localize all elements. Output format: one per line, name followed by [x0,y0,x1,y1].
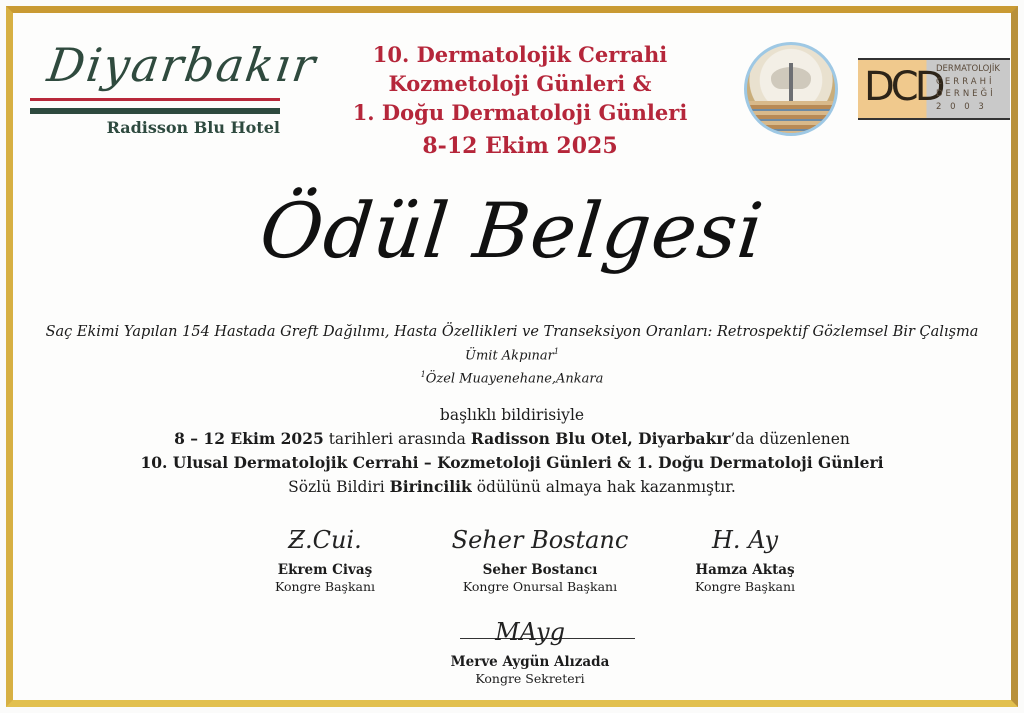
dcd-logo-letters: DCD [864,64,942,110]
statement-text: Sözlü Bildiri [288,478,390,496]
award-title: Ödül Belgesi [256,186,768,275]
signature-mark [440,524,640,562]
statement-text: ödülünü almaya hak kazanmıştır. [471,478,736,496]
paper-title: Saç Ekimi Yapılan 154 Hastada Greft Dağılımı, Hasta Özellikleri ve Transeksiyon Oranları: Retrospektif Gözlemsel Bir Çalışma [45,324,979,340]
signature-block [430,616,630,687]
signatory-role: Kongre Onursal Başkanı [462,579,618,594]
statement-line-1: başlıklı bildirisiyle [439,406,585,424]
signature-scribble: Ƶ.Cui. [288,526,362,554]
paper-author [20,347,1004,363]
signature-mark [240,524,410,562]
signature-scribble: MAyg [495,618,565,646]
dcd-logo [858,58,1010,120]
signatory-name: Ekrem Civaş [277,562,373,578]
signature-block [660,524,830,595]
signatory-role: Kongre Başkanı [694,579,796,594]
signature-scribble: H. Ay [711,526,779,554]
signatory-name: Merve Aygün Alızada [450,654,610,670]
event-name: 10. Ulusal Dermatolojik Cerrahi – Kozmetoloji Günleri & 1. Doğu Dermatoloji Günleri [140,453,884,472]
dcd-text-line: DERNEĞİ [936,89,996,99]
signature-mark [660,524,830,562]
affiliation-name: Özel Muayenehane,Ankara [425,371,604,387]
congress-title-line-3: 1. Doğu Dermatoloji Günleri [352,100,688,125]
dcd-logo-text [936,63,1000,113]
statement-text: tarihleri arasında [323,430,471,448]
statement-text: ’da düzenlenen [730,430,850,448]
dcd-text-line: 2 0 0 3 [936,101,987,112]
award-statement [20,404,1004,499]
dcd-text-line: DERMATOLOJİK [936,64,1000,74]
signature-scribble: Seher Bostanc [451,526,629,554]
event-dates: 8 – 12 Ekim 2025 [174,429,324,448]
signatory-name: Seher Bostancı [482,562,598,578]
author-name: Ümit Akpınar [465,348,554,364]
statement-line-4 [20,475,1004,499]
congress-title-line-2: Kozmetoloji Günleri & [388,71,652,96]
award-rank: Birincilik [389,477,472,496]
hotel-logo-green-line [30,108,280,114]
hotel-logo-script: Diyarbakır [44,38,321,92]
affiliation-superscript: 1 [420,370,426,379]
statement-line-3 [20,451,1004,475]
dcd-text-line: CERRAHİ [936,76,995,87]
author-superscript: 1 [553,347,559,356]
statement-line-2 [20,427,1004,451]
paper-affiliation [20,370,1004,386]
hotel-name: Radisson Blu Hotel [106,118,280,137]
congress-dates: 8-12 Ekim 2025 [422,133,618,159]
signatory-role: Kongre Başkanı [274,579,376,594]
signatory-name: Hamza Aktaş [695,562,795,578]
congress-title-line-1: 10. Dermatolojik Cerrahi [372,42,668,67]
hotel-logo [26,38,321,142]
event-venue: Radisson Blu Otel, Diyarbakır [470,429,731,448]
congress-title [300,40,740,159]
signature-block [440,524,640,595]
signature-block [240,524,410,595]
signatory-role: Kongre Sekreteri [475,671,585,686]
hotel-logo-red-line [30,98,280,101]
society-seal-logo [744,42,838,136]
skin-layers-icon [747,101,838,136]
signature-mark [430,616,630,654]
